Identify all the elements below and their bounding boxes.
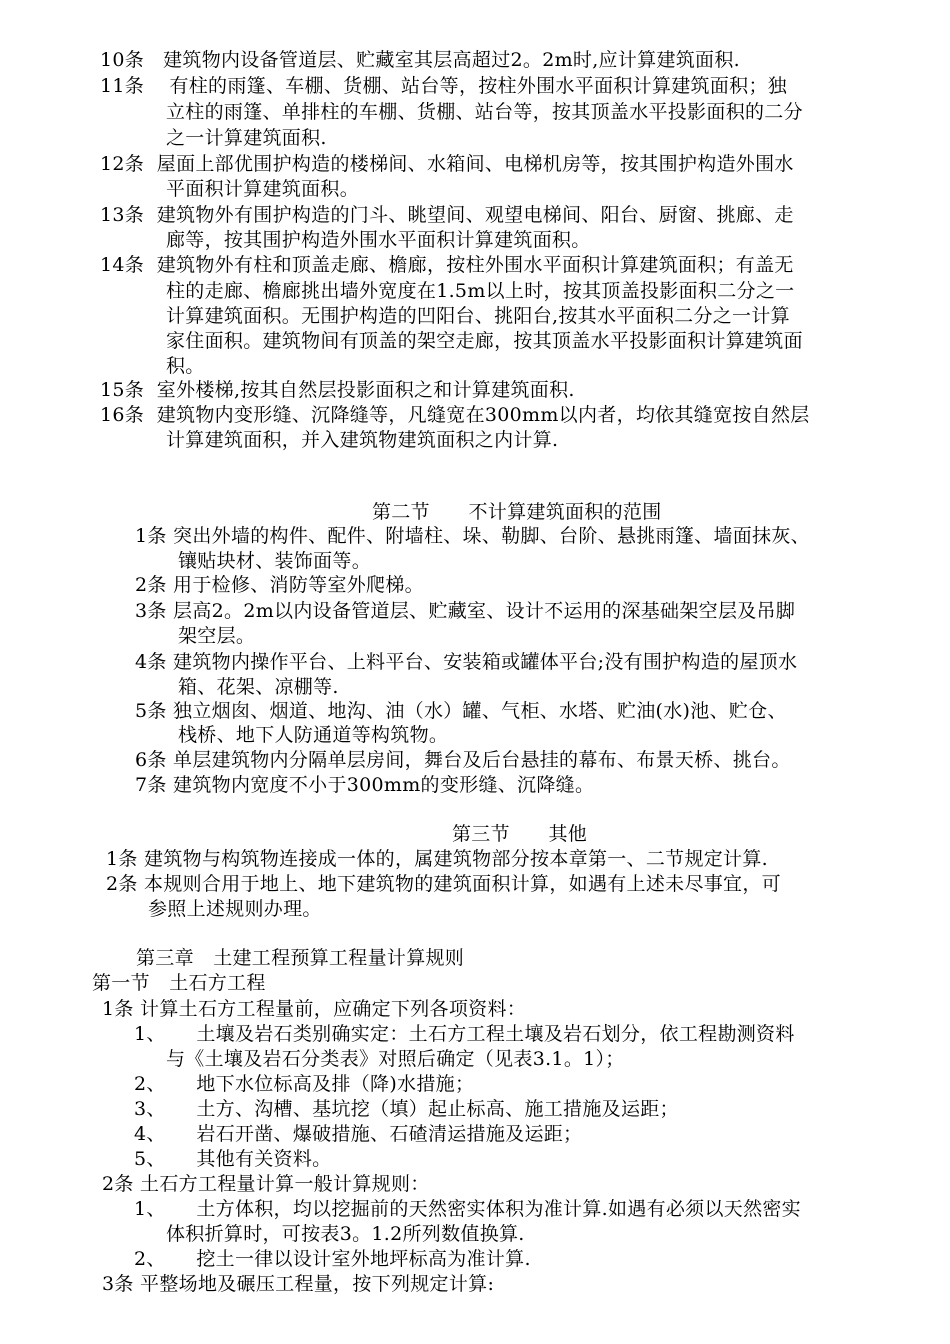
c3-item-5 (134, 1147, 331, 1171)
article-number: 7条 (135, 774, 167, 796)
article-number: 3条 (102, 1273, 134, 1295)
article-text-cont: 箱、花架、凉棚等. (178, 676, 339, 698)
article-text-cont: 积。 (166, 355, 205, 377)
article-number: 6条 (135, 749, 167, 771)
article-text: 本规则合用于地上、地下建筑物的建筑面积计算，如遇有上述未尽事宜，可 (144, 873, 781, 895)
article-number: 1条 (135, 525, 167, 547)
article-number: 4条 (135, 651, 167, 673)
s2-article-2 (135, 573, 424, 597)
item-text: 挖土一律以设计室外地坪标高为准计算. (196, 1248, 531, 1270)
article-text-cont: 柱的走廊、檐廊挑出墙外宽度在1.5m以上时，按其顶盖投影面积二分之一 (166, 280, 795, 302)
article-text: 建筑物与构筑物连接成一体的，属建筑物部分按本章第一、二节规定计算. (144, 848, 768, 870)
chapter-title: 第三章 土建工程预算工程量计算规则 (136, 947, 465, 969)
item-number: 3、 (134, 1098, 166, 1120)
c3-article-2 (102, 1172, 430, 1196)
article-number: 12条 (100, 153, 145, 175)
article-number: 2条 (106, 873, 138, 895)
s2-article-7 (135, 773, 594, 797)
s2-article-6 (135, 748, 791, 772)
s3-article-2 (106, 872, 781, 896)
article-text-cont: 架空层。 (178, 625, 256, 647)
item-number: 2、 (134, 1248, 166, 1270)
item-text-cont: 体积折算时，可按表3。1.2所列数值换算. (166, 1223, 525, 1245)
article-text-cont: 廊等，按其围护构造外围水平面积计算建筑面积。 (166, 229, 591, 251)
s2-article-4 (135, 650, 797, 674)
article-text: 用于检修、消防等室外爬梯。 (173, 574, 424, 596)
article-number: 13条 (100, 204, 145, 226)
article-text: 层高2。2m以内设备管道层、贮藏室、设计不运用的深基础架空层及吊脚 (173, 600, 796, 622)
s2-article-3 (135, 599, 795, 623)
article-text: 平整场地及碾压工程量，按下列规定计算: (140, 1273, 495, 1295)
article-number: 11条 (100, 75, 145, 97)
article-text-cont: 计算建筑面积。无围护构造的凹阳台、挑阳台,按其水平面积二分之一计算 (166, 305, 790, 327)
s2-article-1 (135, 524, 810, 548)
c3-item-2-2 (134, 1247, 531, 1271)
article-number: 2条 (102, 1173, 134, 1195)
article-14 (100, 253, 794, 277)
c3-item-1 (134, 1022, 795, 1046)
section-title: 第三节 其他 (452, 823, 588, 845)
article-text: 土石方工程量计算一般计算规则： (140, 1173, 430, 1195)
article-number: 14条 (100, 254, 145, 276)
article-text-cont: 计算建筑面积，并入建筑物建筑面积之内计算. (166, 429, 559, 451)
article-text: 建筑物内宽度不小于300mm的变形缝、沉降缝。 (173, 774, 595, 796)
article-text-cont: 镶贴块材、装饰面等。 (178, 550, 372, 572)
article-number: 15条 (100, 379, 145, 401)
article-text: 有柱的雨篷、车棚、货棚、站台等，按柱外围水平面积计算建筑面积；独 (169, 75, 788, 97)
article-13 (100, 203, 794, 227)
c3-item-2 (134, 1072, 474, 1096)
item-text: 岩石开凿、爆破措施、石碴清运措施及运距； (196, 1123, 583, 1145)
article-12 (100, 152, 794, 176)
c3-item-4 (134, 1122, 582, 1146)
article-text: 建筑物内变形缝、沉降缝等，凡缝宽在300mm以内者，均依其缝宽按自然层 (156, 404, 810, 426)
article-number: 3条 (135, 600, 167, 622)
article-text: 单层建筑物内分隔单层房间，舞台及后台悬挂的幕布、布景天桥、挑台。 (173, 749, 791, 771)
item-number: 1、 (134, 1023, 166, 1045)
s2-article-5 (135, 699, 787, 723)
article-text: 突出外墙的构件、配件、附墙柱、垛、勒脚、台阶、悬挑雨篷、墙面抹灰、 (173, 525, 810, 547)
item-text: 地下水位标高及排（降)水措施； (196, 1073, 475, 1095)
c3-article-3 (102, 1272, 494, 1296)
article-text-cont: 平面积计算建筑面积。 (166, 178, 360, 200)
article-number: 2条 (135, 574, 167, 596)
item-text: 土壤及岩石类别确实定：土石方工程土壤及岩石划分，依工程勘测资料 (196, 1023, 795, 1045)
s3-article-1 (106, 847, 768, 871)
article-text-cont: 立柱的雨篷、单排柱的车棚、货棚、站台等，按其顶盖水平投影面积的二分 (166, 101, 803, 123)
article-text: 屋面上部优围护构造的楼梯间、水箱间、电梯机房等，按其围护构造外围水 (156, 153, 794, 175)
item-text-cont: 与《土壤及岩石分类表》对照后确定（见表3.1。1）； (166, 1048, 625, 1070)
article-text: 建筑物内操作平台、上料平台、安装箱或罐体平台;没有围护构造的屋顶水 (173, 651, 798, 673)
article-number: 16条 (100, 404, 145, 426)
article-text-cont: 家住面积。建筑物间有顶盖的架空走廊，按其顶盖水平投影面积计算建筑面 (166, 330, 803, 352)
c3-item-3 (134, 1097, 679, 1121)
article-text-cont: 之一计算建筑面积. (166, 127, 327, 149)
article-text: 建筑物内设备管道层、贮藏室其层高超过2。2m时,应计算建筑面积. (163, 49, 740, 71)
item-text: 土方、沟槽、基坑挖（填）起止标高、施工措施及运距； (196, 1098, 679, 1120)
article-number: 5条 (135, 700, 167, 722)
item-text: 其他有关资料。 (196, 1148, 332, 1170)
c3-item-2-1 (134, 1197, 801, 1221)
article-15 (100, 378, 575, 402)
article-text-cont: 栈桥、地下人防通道等构筑物。 (178, 724, 449, 746)
article-text: 建筑物外有柱和顶盖走廊、檐廊，按柱外围水平面积计算建筑面积；有盖无 (156, 254, 794, 276)
item-number: 2、 (134, 1073, 166, 1095)
article-text-cont: 参照上述规则办理。 (148, 898, 322, 920)
article-10 (100, 48, 740, 72)
item-number: 5、 (134, 1148, 166, 1170)
article-number: 1条 (106, 848, 138, 870)
article-16 (100, 403, 810, 427)
item-number: 4、 (134, 1123, 166, 1145)
article-text: 独立烟囱、烟道、地沟、油（水）罐、气柜、水塔、贮油(水)池、贮仓、 (173, 700, 787, 722)
section-title: 第一节 土石方工程 (92, 972, 266, 994)
article-text: 建筑物外有围护构造的门斗、眺望间、观望电梯间、阳台、厨窗、挑廊、走 (156, 204, 794, 226)
article-11 (100, 74, 787, 98)
article-text: 室外楼梯,按其自然层投影面积之和计算建筑面积. (156, 379, 575, 401)
article-number: 10条 (100, 49, 145, 71)
item-text: 土方体积，均以挖掘前的天然密实体积为准计算.如遇有必须以天然密实 (196, 1198, 801, 1220)
item-number: 1、 (134, 1198, 166, 1220)
article-number: 1条 (102, 998, 134, 1020)
section-title: 第二节 不计算建筑面积的范围 (372, 501, 662, 523)
article-text: 计算土石方工程量前，应确定下列各项资料： (140, 998, 527, 1020)
c3-article-1 (102, 997, 526, 1021)
